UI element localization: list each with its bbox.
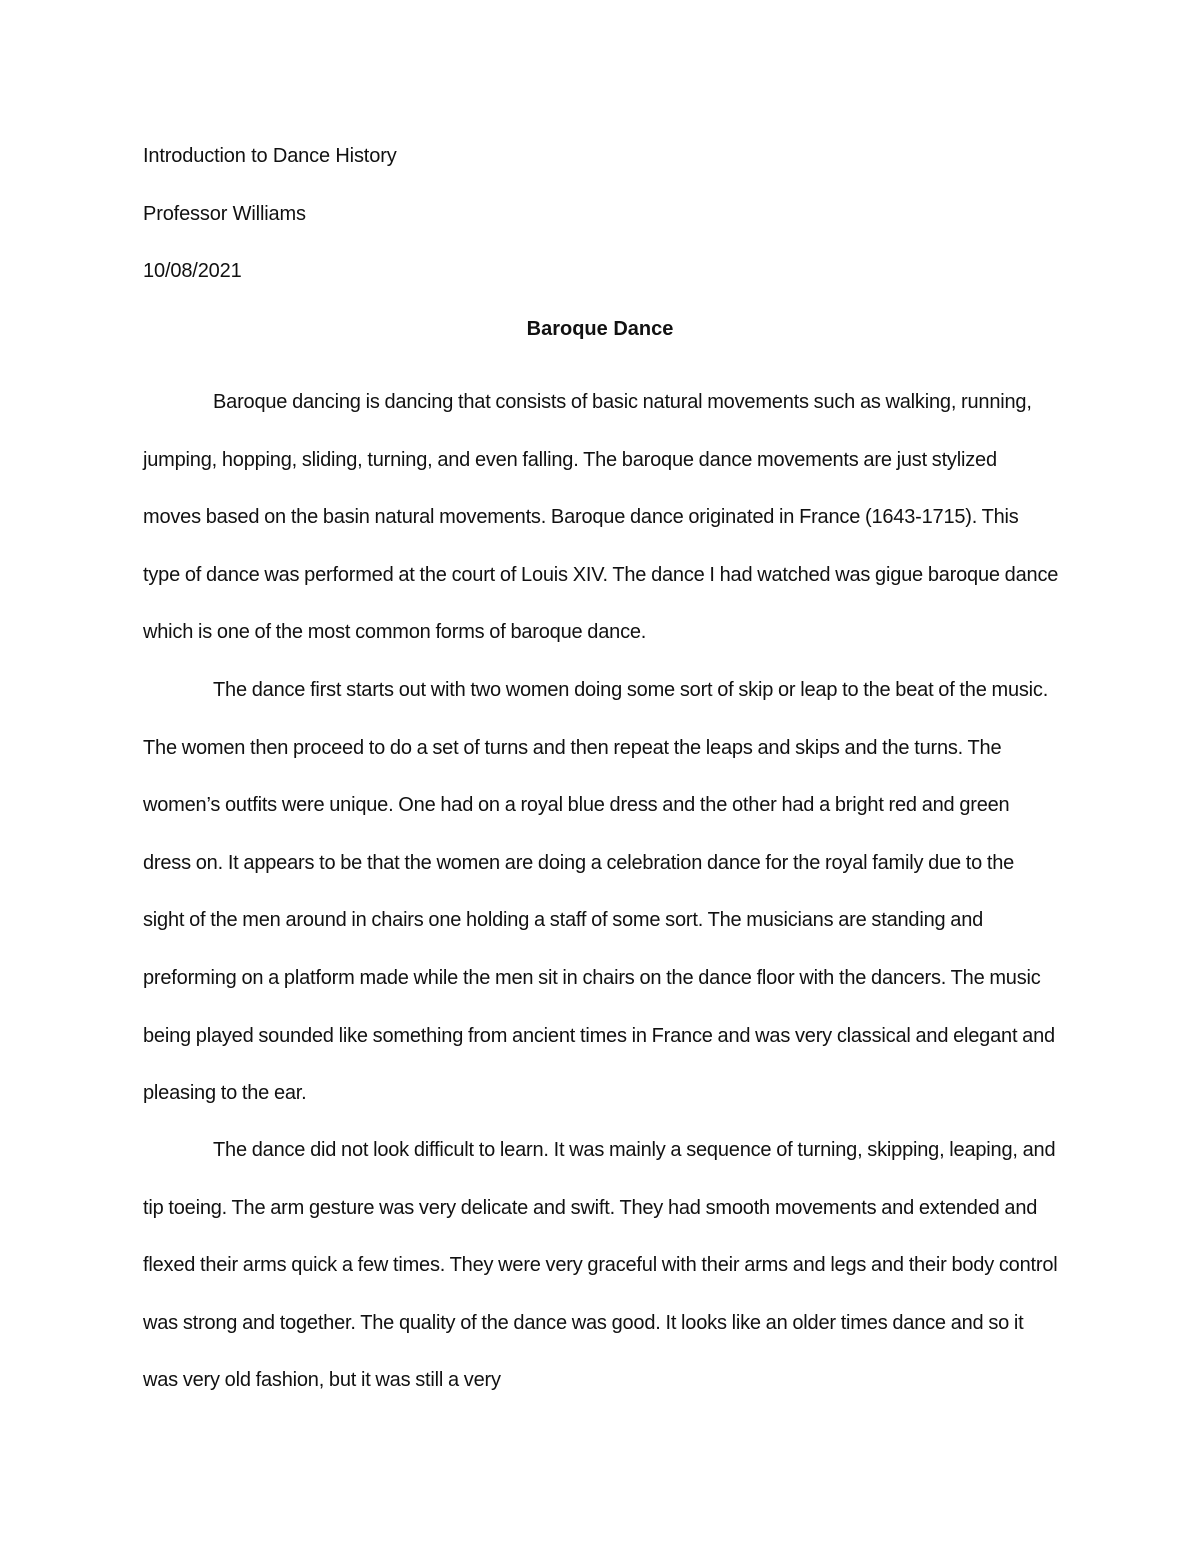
paragraph-2: The dance first starts out with two women doing some sort of skip or leap to the beat of the music. The women then proceed to do a set of turns and then repeat the leaps and skips and the turns. The women’s outfits were unique. One had on a royal blue dress and the other had a bright red and green dress on. It appears to be that the women are doing a celebration dance for the royal family due to the sight of the men around in chairs one holding a staff of some sort. The musicians are standing and preforming on a platform made while the men sit in chairs on the dance floor with the dancers. The music being played sounded like something from ancient times in France and was very classical and elegant and pleasing to the ear. xyxy=(143,679,1055,1105)
paragraph-1: Baroque dancing is dancing that consists of basic natural movements such as walking, running, jumping, hopping, sliding, turning, and even falling. The baroque dance movements are just stylized moves based on the basin natural movements. Baroque dance originated in France (1643-1715). This type of dance was performed at the court of Louis XIV. The dance I had watched was gigue baroque dance which is one of the most common forms of baroque dance. xyxy=(143,391,1059,644)
course-name: Introduction to Dance History xyxy=(143,145,397,167)
date: 10/08/2021 xyxy=(143,260,242,282)
professor-name: Professor Williams xyxy=(143,203,306,225)
paragraph-3: The dance did not look difficult to learn. It was mainly a sequence of turning, skipping, leaping, and tip toeing. The arm gesture was very delicate and swift. They had smooth movements and extended and flexed their arms quick a few times. They were very graceful with their arms and legs and their body control was strong and together. The quality of the dance was good. It looks like an older times dance and so it was very old fashion, but it was still a very xyxy=(143,1139,1058,1392)
essay-title: Baroque Dance xyxy=(526,318,674,340)
